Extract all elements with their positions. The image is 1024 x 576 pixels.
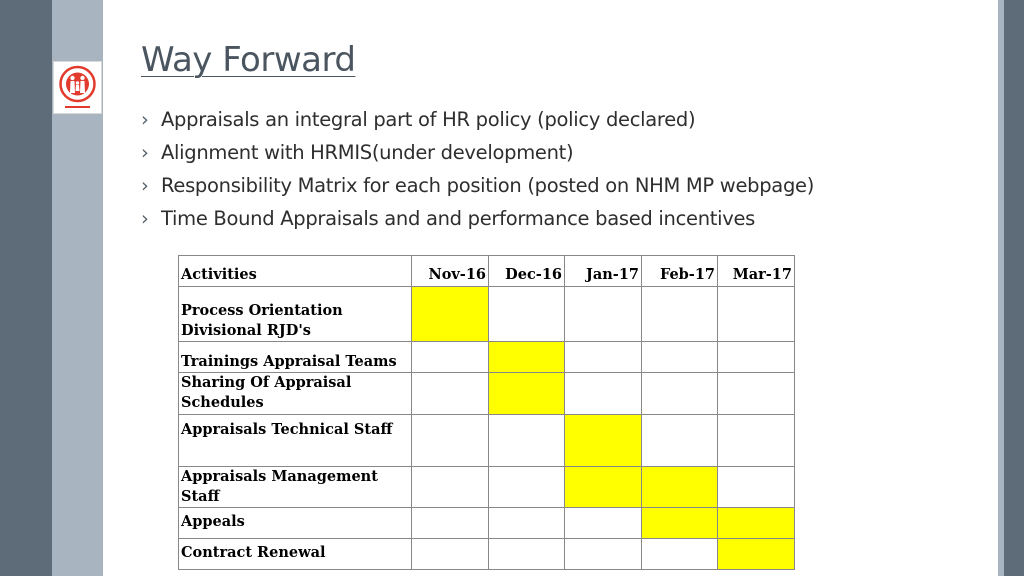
month-cell-active (718, 508, 795, 539)
month-cell (412, 467, 489, 508)
month-cell-active (642, 467, 718, 508)
month-cell (565, 373, 642, 415)
month-cell (642, 287, 718, 342)
bullet-item (141, 104, 814, 137)
activity-cell: Contract Renewal (179, 539, 412, 570)
month-cell-active (565, 467, 642, 508)
activity-cell: Appeals (179, 508, 412, 539)
table-row (179, 508, 795, 539)
bullet-list (141, 104, 814, 236)
column-header-activities: Activities (179, 256, 412, 287)
table-header-row (179, 256, 795, 287)
column-header-month: Dec-16 (489, 256, 565, 287)
month-cell (718, 415, 795, 467)
table-row (179, 467, 795, 508)
month-cell-active (412, 287, 489, 342)
table-row (179, 415, 795, 467)
month-cell-active (489, 342, 565, 373)
column-header-month: Feb-17 (642, 256, 718, 287)
month-cell-active (642, 508, 718, 539)
column-header-month: Nov-16 (412, 256, 489, 287)
bullet-text: Alignment with HRMIS(under development) (161, 141, 574, 164)
bullet-text: Time Bound Appraisals and and performance based incentives (161, 207, 756, 230)
slide-title: Way Forward (141, 40, 356, 80)
month-cell (718, 467, 795, 508)
month-cell (565, 342, 642, 373)
left-decor-bar-dark (0, 0, 52, 576)
month-cell (489, 539, 565, 570)
month-cell (489, 508, 565, 539)
activity-cell: Appraisals Management Staff (179, 467, 412, 508)
bullet-text: Appraisals an integral part of HR policy (policy declared) (161, 108, 696, 131)
bullet-text: Responsibility Matrix for each position (posted on NHM MP webpage) (161, 174, 815, 197)
nhm-logo (53, 61, 102, 114)
column-header-month: Mar-17 (718, 256, 795, 287)
month-cell (412, 415, 489, 467)
bullet-item (141, 203, 814, 236)
month-cell (565, 287, 642, 342)
nhm-logo-icon (54, 62, 101, 113)
month-cell (718, 287, 795, 342)
month-cell (718, 342, 795, 373)
month-cell (489, 415, 565, 467)
table-row (179, 287, 795, 342)
bullet-marker: › (141, 207, 149, 230)
month-cell (412, 342, 489, 373)
column-header-month: Jan-17 (565, 256, 642, 287)
month-cell (412, 373, 489, 415)
month-cell-active (718, 539, 795, 570)
month-cell-active (489, 373, 565, 415)
activity-cell: Appraisals Technical Staff (179, 415, 412, 467)
activity-cell: Trainings Appraisal Teams (179, 342, 412, 373)
table-row (179, 539, 795, 570)
activity-schedule-table (178, 255, 795, 570)
table-row (179, 373, 795, 415)
bullet-marker: › (141, 141, 149, 164)
bullet-marker: › (141, 174, 149, 197)
month-cell (412, 539, 489, 570)
activity-cell: Process Orientation Divisional RJD's (179, 287, 412, 342)
bullet-item (141, 137, 814, 170)
bullet-item (141, 170, 814, 203)
month-cell (565, 539, 642, 570)
month-cell (642, 415, 718, 467)
month-cell (642, 342, 718, 373)
activity-cell: Sharing Of Appraisal Schedules (179, 373, 412, 415)
month-cell (489, 287, 565, 342)
month-cell (565, 508, 642, 539)
month-cell (489, 467, 565, 508)
month-cell-active (565, 415, 642, 467)
month-cell (718, 373, 795, 415)
table-row (179, 342, 795, 373)
bullet-marker: › (141, 108, 149, 131)
month-cell (642, 539, 718, 570)
month-cell (642, 373, 718, 415)
month-cell (412, 508, 489, 539)
right-decor-bar-dark (1004, 0, 1024, 576)
